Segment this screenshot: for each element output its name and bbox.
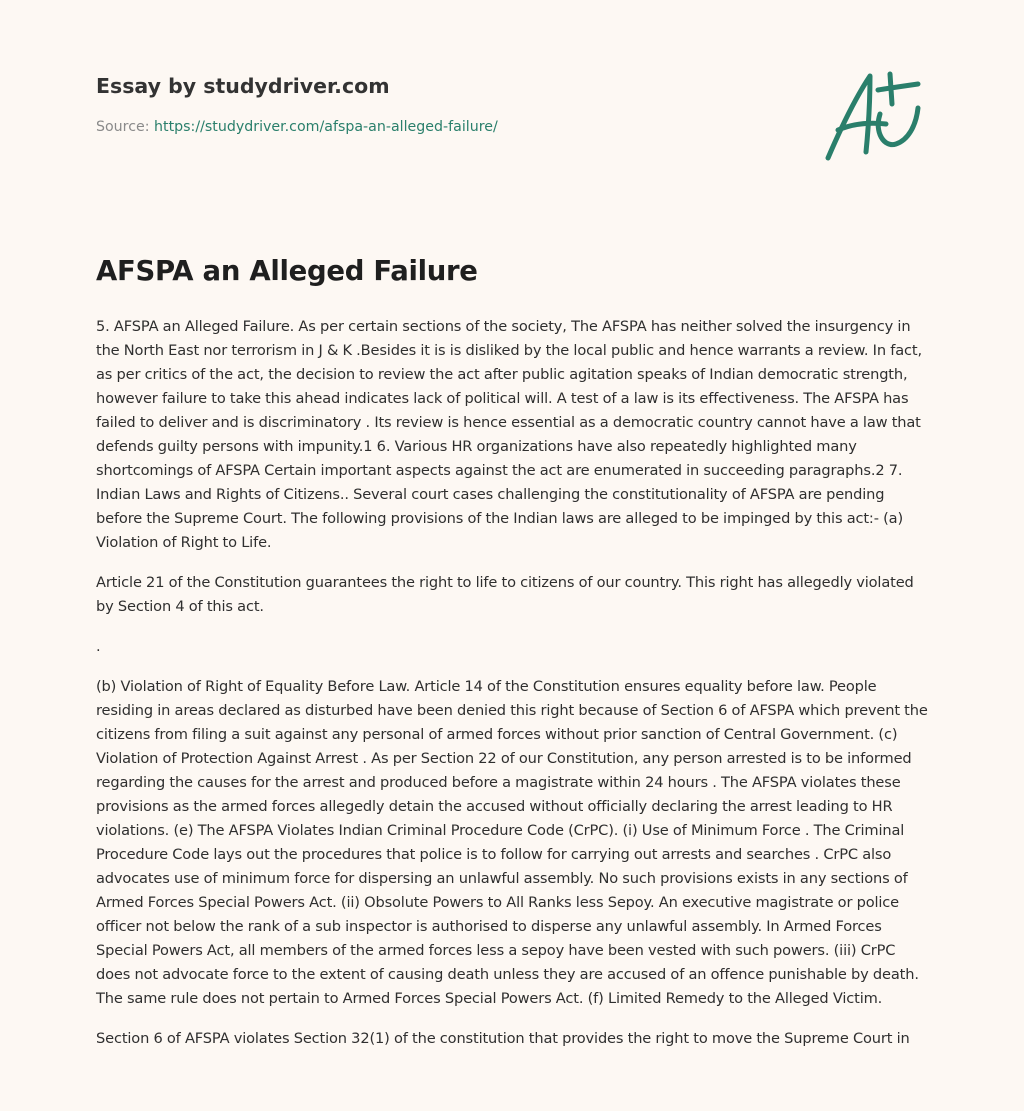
essay-paragraph: Article 21 of the Constitution guarantees the right to life to citizens of our country. This right has allegedly violated by Section 4 of this act. xyxy=(96,574,914,615)
essay-paragraph: . xyxy=(96,638,101,655)
essay-paragraph: 5. AFSPA an Alleged Failure. As per certain sections of the society, The AFSPA has neither solved the insurgency in the North East nor terrorism in J & K .Besides it is is disliked by the local public and hence warrants a review. In fact, as per critics of the act, the decision to review the act after public agitation speaks of Indian democratic strength, however failure to take this ahead indicates lack of political will. A test of a law is its effectiveness. The AFSPA has failed to deliver and is discriminatory . Its review is hence essential as a democratic country cannot have a law that defends guilty persons with impunity.1 6. Various HR organizations have also repeatedly highlighted many shortcomings of AFSPA Certain important aspects against the act are enumerated in succeeding paragraphs.2 7. Indian Laws and Rights of Citizens.. Several court cases challenging the constitutionality of AFSPA are pending before the Supreme Court. The following provisions of the Indian laws are alleged to be impinged by this act:- (a) Violation of Right to Life. xyxy=(96,318,922,551)
essay-paragraph: Section 6 of AFSPA violates Section 32(1) of the constitution that provides the right to move the Supreme Court in xyxy=(96,1030,910,1047)
essay-paragraph: (b) Violation of Right of Equality Before Law. Article 14 of the Constitution ensures equality before law. People residing in areas declared as disturbed have been denied this right because of Section 6 of AFSPA which prevent the citizens from filing a suit against any personal of armed forces without prior sanction of Central Government. (c) Violation of Protection Against Arrest . As per Section 22 of our Constitution, any person arrested is to be informed regarding the causes for the arrest and produced before a magistrate within 24 hours . The AFSPA violates these provisions as the armed forces allegedly detain the accused without officially declaring the arrest leading to HR violations. (e) The AFSPA Violates Indian Criminal Procedure Code (CrPC). (i) Use of Minimum Force . The Criminal Procedure Code lays out the procedures that police is to follow for carrying out arrests and searches . CrPC also advocates use of minimum force for dispersing an unlawful assembly. No such provisions exists in any sections of Armed Forces Special Powers Act. (ii) Obsolute Powers to All Ranks less Sepoy. An executive magistrate or police officer not below the rank of a sub inspector is authorised to disperse any unlawful assembly. In Armed Forces Special Powers Act, all members of the armed forces less a sepoy have been vested with such powers. (iii) CrPC does not advocate force to the extent of causing death unless they are accused of an offence punishable by death. The same rule does not pertain to Armed Forces Special Powers Act. (f) Limited Remedy to the Alleged Victim. xyxy=(96,678,928,1007)
page-header xyxy=(96,74,936,135)
source-line xyxy=(96,119,936,135)
source-link[interactable]: https://studydriver.com/afspa-an-alleged-failure/ xyxy=(154,119,498,135)
a-plus-logo-icon xyxy=(824,68,928,164)
source-label: Source: xyxy=(96,119,150,135)
essay-body xyxy=(96,315,932,1067)
essay-title: AFSPA an Alleged Failure xyxy=(96,255,478,287)
site-title: Essay by studydriver.com xyxy=(96,74,390,98)
